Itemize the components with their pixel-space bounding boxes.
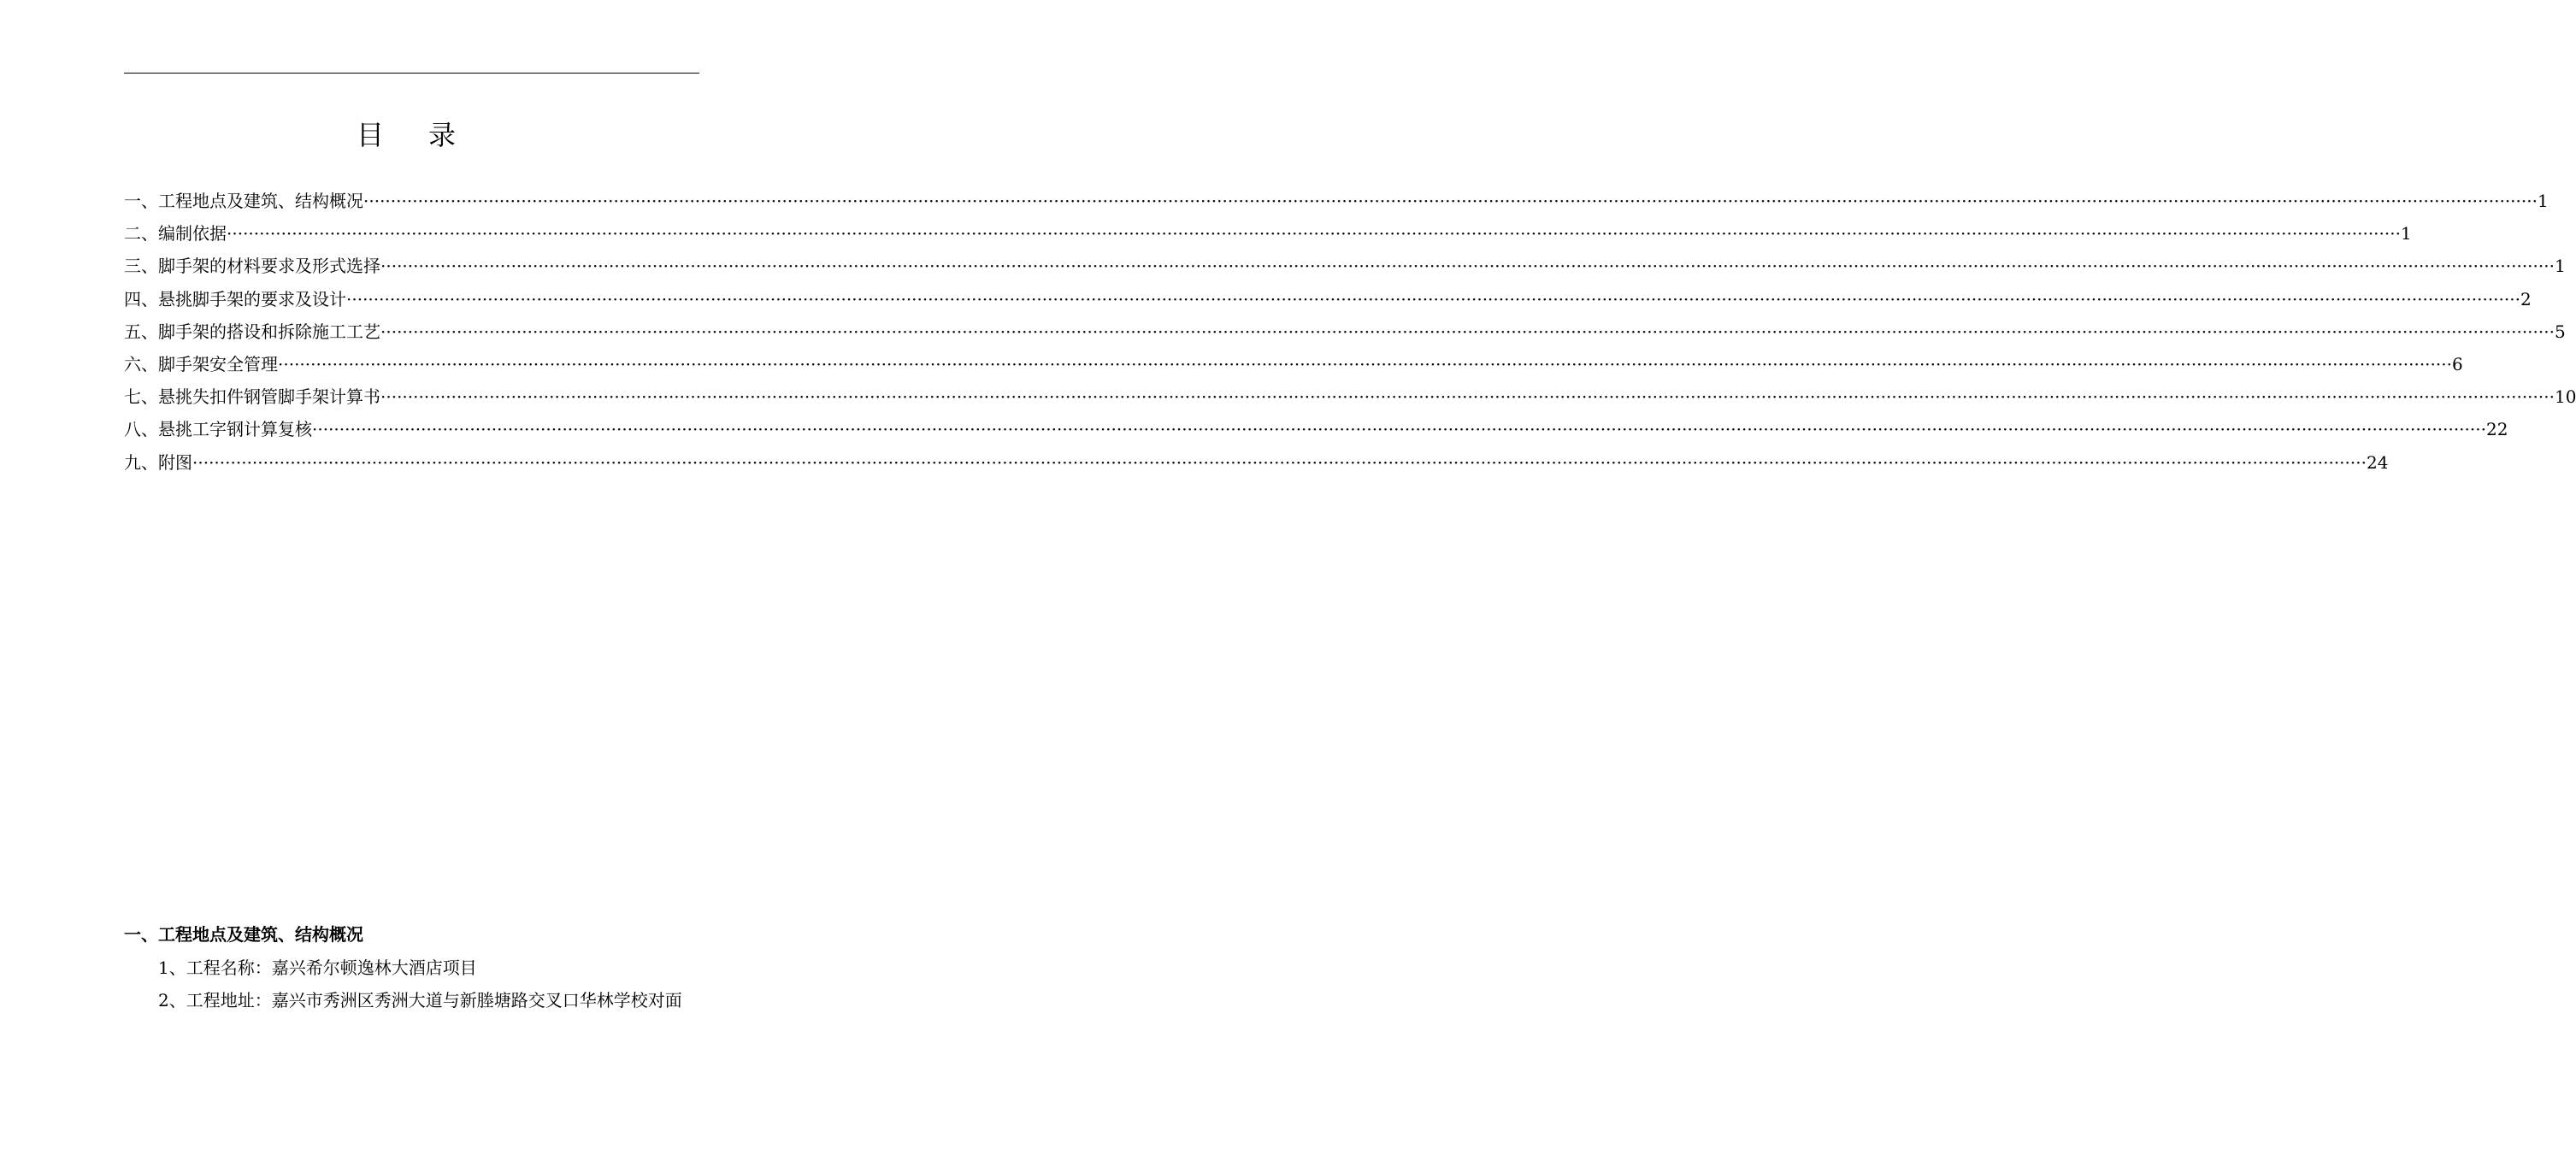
toc-leader-dots: ················································································································································································································································································································································································································ [380, 321, 2555, 342]
toc-entry-page: 1 [2537, 191, 2549, 211]
toc-entry-page: 10 [2554, 386, 2576, 408]
toc-entry-label: 三、脚手架的材料要求及形式选择 [124, 256, 380, 277]
toc-leader-dots: ················································································································································································································································································································································································································ [363, 191, 2538, 211]
toc-leader-dots: ················································································································································································································································································································································································································ [312, 419, 2486, 440]
section-overview [124, 917, 701, 1016]
toc-entry-label: 一、工程地点及建筑、结构概况 [124, 191, 363, 211]
toc-entry[interactable] [124, 185, 2549, 217]
toc-entry[interactable] [124, 380, 2576, 413]
toc-entry[interactable] [124, 283, 2532, 315]
section-paragraph: 1、工程名称：嘉兴希尔顿逸林大酒店项目 [158, 958, 477, 978]
toc-entry-page: 1 [2554, 256, 2566, 277]
toc-entry[interactable] [124, 348, 2463, 380]
toc-entry-label: 六、脚手架安全管理 [124, 353, 278, 374]
toc-leader-dots: ················································································································································································································································································································································································································ [380, 386, 2555, 408]
toc-entry-label: 九、附图 [124, 451, 192, 473]
section-heading: 一、工程地点及建筑、结构概况 [124, 924, 363, 945]
toc-leader-dots: ················································································································································································································································································································································································································ [380, 256, 2555, 277]
toc-title-char-1: 目 [356, 119, 384, 151]
toc-leader-dots: ················································································································································································································································································································································································································ [278, 353, 2452, 374]
toc-entry-page: 1 [2400, 223, 2412, 245]
toc-entry-page: 2 [2520, 288, 2532, 309]
toc-entry-label: 二、编制依据 [124, 223, 227, 245]
toc-entry-label: 五、脚手架的搭设和拆除施工工艺 [124, 321, 380, 342]
toc-title-char-2: 录 [428, 119, 457, 151]
toc-leader-dots: ················································································································································································································································································································································································································ [227, 223, 2401, 245]
toc-leader-dots: ················································································································································································································································································································································································································ [192, 451, 2367, 473]
header-rule [124, 73, 699, 74]
toc-entry-label: 四、悬挑脚手架的要求及设计 [124, 288, 346, 309]
toc-entry[interactable] [124, 413, 2508, 445]
table-of-contents [124, 185, 2576, 479]
toc-entry[interactable] [124, 446, 2389, 479]
toc-leader-dots: ················································································································································································································································································································································································································ [346, 288, 2520, 309]
toc-entry[interactable] [124, 315, 2566, 348]
toc-entry-page: 6 [2451, 353, 2463, 374]
toc-entry-page: 5 [2554, 321, 2566, 342]
toc-title [0, 116, 812, 154]
section-paragraph: 2、工程地址：嘉兴市秀洲区秀洲大道与新塍塘路交叉口华林学校对面 [158, 990, 682, 1011]
toc-entry[interactable] [124, 217, 2412, 250]
toc-entry-label: 八、悬挑工字钢计算复核 [124, 419, 312, 440]
toc-entry-page: 24 [2366, 451, 2389, 473]
toc-entry-label: 七、悬挑失扣件钢管脚手架计算书 [124, 386, 380, 408]
toc-entry[interactable] [124, 250, 2566, 282]
toc-entry-page: 22 [2485, 419, 2508, 440]
